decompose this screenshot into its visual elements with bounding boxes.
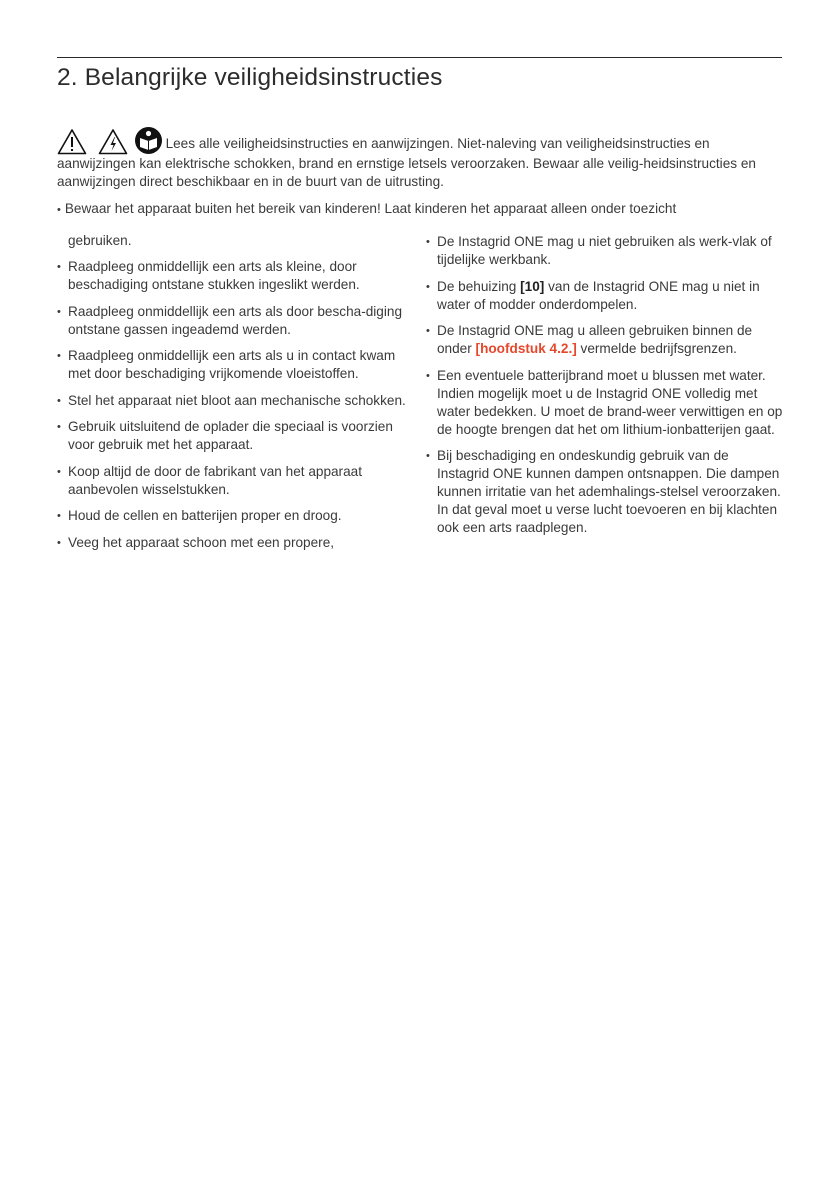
section-heading: 2. Belangrijke veiligheidsinstructies bbox=[57, 64, 443, 91]
list-item: • Gebruik uitsluitend de oplader die speciaal is voorzien voor gebruik met het apparaat. bbox=[57, 418, 417, 454]
list-item: • Een eventuele batterijbrand moet u blussen met water. Indien mogelijk moet u de Instagrid ONE volledig met water bedekken. U moet de brand-weer verwittigen en op de hoogte brengen dat het om lithium-ionbatterijen gaat. bbox=[426, 367, 784, 439]
list-item-text: vermelde bedrijfsgrenzen. bbox=[576, 341, 737, 356]
left-column-list bbox=[57, 258, 417, 560]
top-divider bbox=[57, 57, 782, 58]
first-bullet-line2: gebruiken. bbox=[68, 233, 132, 248]
chapter-link[interactable]: [hoofdstuk 4.2.] bbox=[475, 341, 577, 356]
intro-text: Lees alle veiligheidsinstructies en aanwijzingen. Niet-naleving van veiligheidsinstructies en aanwijzingen kan elektrische schokken, brand en ernstige letsels veroorzaken. Bewaar alle veilig-heidsinstructies en aanwijzingen direct beschikbaar en in de buurt van de uitrusting. bbox=[57, 136, 756, 189]
list-item: • Koop altijd de door de fabrikant van het apparaat aanbevolen wisselstukken. bbox=[57, 463, 417, 499]
list-item: • Houd de cellen en batterijen proper en droog. bbox=[57, 507, 417, 525]
list-item: • Stel het apparaat niet bloot aan mechanische schokken. bbox=[57, 392, 417, 410]
list-item-text: van de Instagrid ONE mag u niet in water of modder onderdompelen. bbox=[437, 278, 760, 312]
first-bullet bbox=[57, 200, 787, 219]
list-item: • Raadpleeg onmiddellijk een arts als kleine, door beschadiging ontstane stukken ingeslikt werden. bbox=[57, 258, 417, 294]
safety-icons bbox=[57, 126, 163, 155]
list-item: • Veeg het apparaat schoon met een propere, bbox=[57, 534, 417, 552]
list-item: • Bij beschadiging en ondeskundig gebruik van de Instagrid ONE kunnen dampen ontsnappen. Die dampen kunnen irritatie van het ademhalings-stelsel veroorzaken. In dat geval moet u verse lucht toevoeren en bij klachten ook een arts raadplegen. bbox=[426, 447, 784, 537]
electric-hazard-icon bbox=[98, 128, 128, 155]
right-column-list bbox=[426, 233, 784, 546]
list-item bbox=[426, 278, 784, 314]
list-item bbox=[426, 322, 784, 358]
list-item-text: De Instagrid ONE mag u alleen gebruiken binnen de onder bbox=[437, 323, 753, 356]
bullet: • bbox=[57, 204, 61, 216]
list-item: • De Instagrid ONE mag u niet gebruiken als werk-vlak of tijdelijke werkbank. bbox=[426, 233, 784, 269]
list-item: • Raadpleeg onmiddellijk een arts als door bescha-diging ontstane gassen ingeademd werden. bbox=[57, 303, 417, 339]
list-item: • Raadpleeg onmiddellijk een arts als u in contact kwam met door beschadiging vrijkomende vloeistoffen. bbox=[57, 347, 417, 383]
part-reference: [10] bbox=[520, 278, 545, 294]
warning-icon bbox=[57, 128, 87, 155]
list-item-text: De behuizing bbox=[437, 278, 521, 294]
first-bullet-line1: Bewaar het apparaat buiten het bereik van kinderen! Laat kinderen het apparaat alleen onder toezicht bbox=[64, 201, 677, 216]
intro-paragraph bbox=[57, 126, 783, 191]
read-manual-icon bbox=[134, 126, 163, 155]
